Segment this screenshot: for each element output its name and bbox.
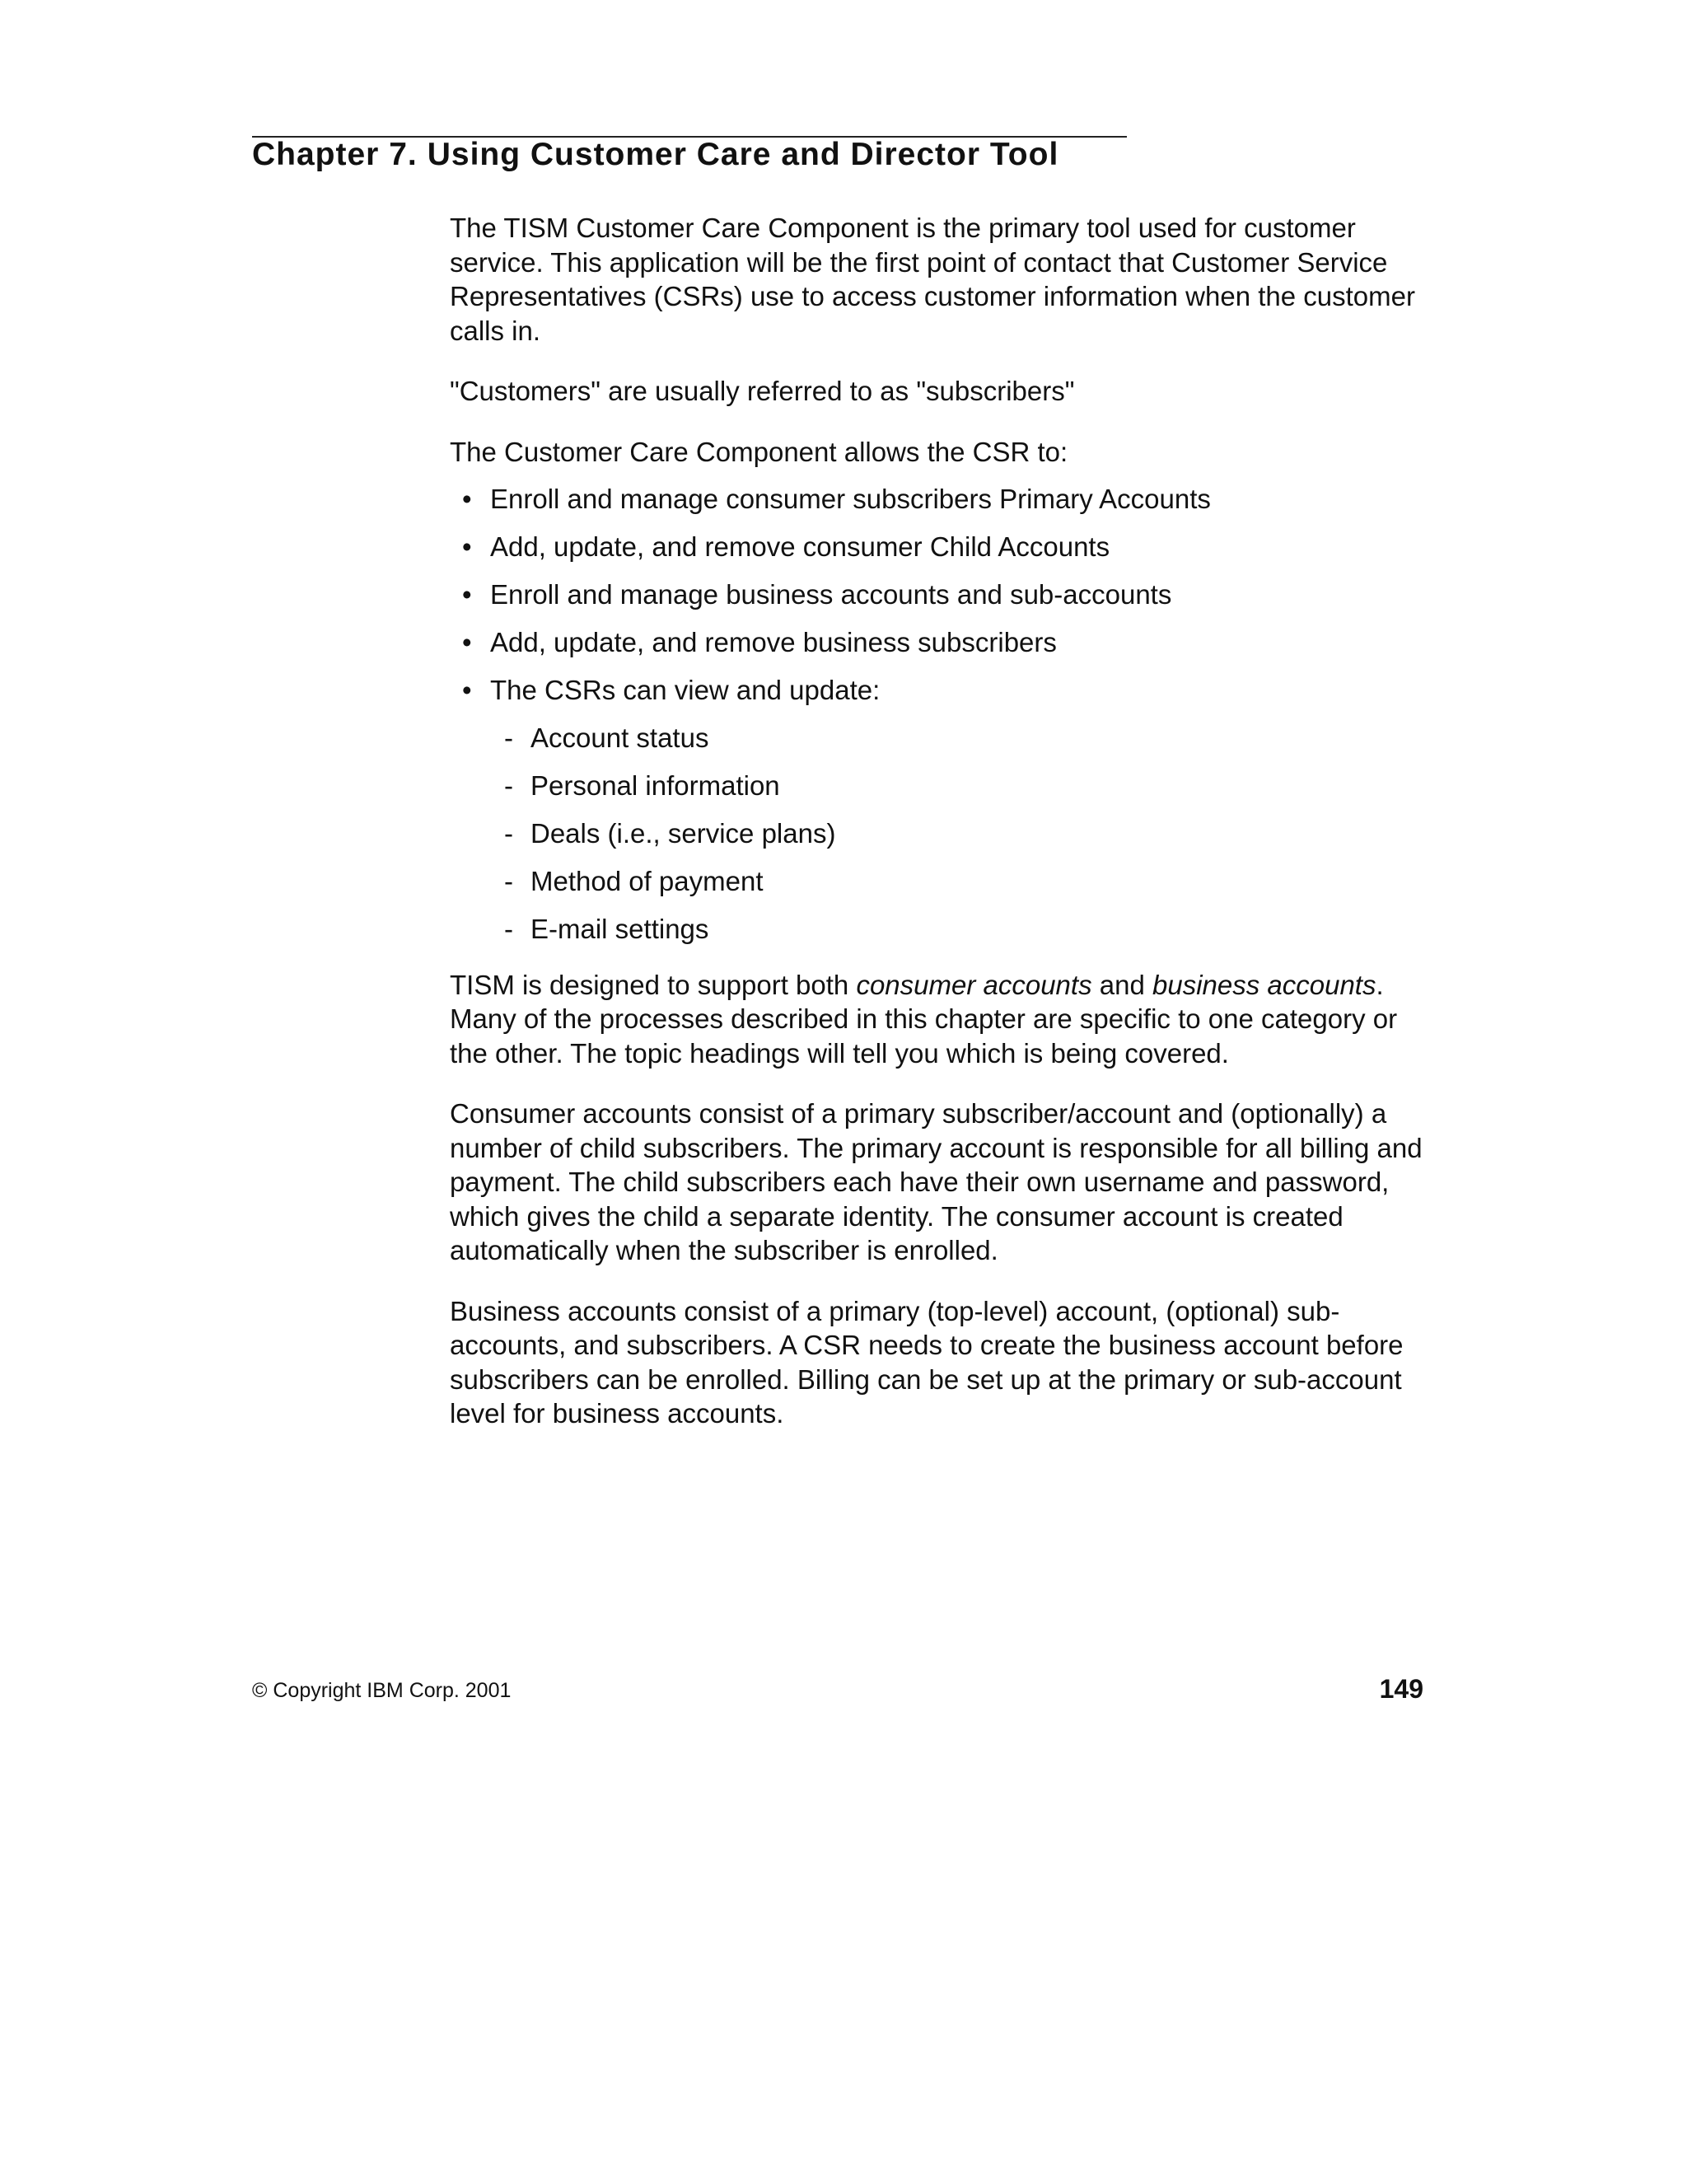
chapter-number: Chapter 7. xyxy=(252,137,418,172)
chapter-body xyxy=(450,211,1430,1457)
account-types-text-end: . Many of the processes described in this chapter are specific to one category or the other. The topic headings will tell you which is being covered. xyxy=(450,969,1398,1069)
bullet-icon: • xyxy=(462,627,472,657)
chapter-title: Using Customer Care and Director Tool xyxy=(427,137,1059,172)
business-accounts-paragraph: Business accounts consist of a primary (top-level) account, (optional) sub-accounts, and subscribers. A CSR needs to create the business account before subscribers can be enrolled. Billing can be set up at the primary or sub-account level for business accounts. xyxy=(450,1295,1404,1429)
capability-item xyxy=(450,578,1430,612)
capability-text: Enroll and manage consumer subscribers Primary Accounts xyxy=(490,484,1211,514)
capability-text: Add, update, and remove business subscribers xyxy=(490,627,1057,657)
dash-icon: - xyxy=(504,818,513,849)
sublist-item xyxy=(490,769,1430,803)
sublist-text: Account status xyxy=(530,723,709,753)
capability-item xyxy=(450,530,1430,564)
dash-icon: - xyxy=(504,866,513,896)
capabilities-list xyxy=(450,482,1430,947)
sublist-text: Method of payment xyxy=(530,866,764,896)
bullet-icon: • xyxy=(462,579,472,610)
capability-text: Enroll and manage business accounts and sub-accounts xyxy=(490,579,1172,610)
dash-icon: - xyxy=(504,723,513,753)
allows-intro-paragraph: The Customer Care Component allows the CSR to: xyxy=(450,436,1068,467)
dash-icon: - xyxy=(504,770,513,801)
capability-item xyxy=(450,482,1430,517)
capability-item xyxy=(450,625,1430,660)
capability-text: Add, update, and remove consumer Child Accounts xyxy=(490,531,1110,562)
dash-icon: - xyxy=(504,914,513,944)
customers-note-paragraph: "Customers" are usually referred to as "subscribers" xyxy=(450,376,1075,406)
sublist-item xyxy=(490,864,1430,899)
intro-paragraph: The TISM Customer Care Component is the primary tool used for customer service. This application will be the first point of contact that Customer Service Representatives (CSRs) use to access customer information when the customer calls in. xyxy=(450,213,1415,346)
sublist-item xyxy=(490,721,1430,755)
bullet-icon: • xyxy=(462,675,472,705)
capability-text: The CSRs can view and update: xyxy=(490,675,881,705)
sublist-text: E-mail settings xyxy=(530,914,709,944)
page-number: 149 xyxy=(1379,1674,1423,1704)
capability-item xyxy=(450,673,1430,947)
view-update-sublist xyxy=(490,721,1430,947)
sublist-item xyxy=(490,912,1430,947)
consumer-accounts-paragraph: Consumer accounts consist of a primary subscriber/account and (optionally) a number of child subscribers. The primary account is responsible for all billing and payment. The child subscribers each have their own username and password, which gives the child a separate identity. The consumer account is created automatically when the subscriber is enrolled. xyxy=(450,1098,1423,1265)
account-types-text-mid: and xyxy=(1091,969,1152,1000)
bullet-icon: • xyxy=(462,531,472,562)
sublist-item xyxy=(490,816,1430,851)
business-accounts-emphasis: business accounts xyxy=(1152,969,1376,1000)
account-types-paragraph xyxy=(450,968,1430,1071)
consumer-accounts-emphasis: consumer accounts xyxy=(856,969,1092,1000)
copyright-notice: © Copyright IBM Corp. 2001 xyxy=(252,1679,512,1702)
sublist-text: Personal information xyxy=(530,770,780,801)
chapter-heading xyxy=(252,135,1058,175)
bullet-icon: • xyxy=(462,484,472,514)
sublist-text: Deals (i.e., service plans) xyxy=(530,818,836,849)
account-types-text-start: TISM is designed to support both xyxy=(450,969,857,1000)
